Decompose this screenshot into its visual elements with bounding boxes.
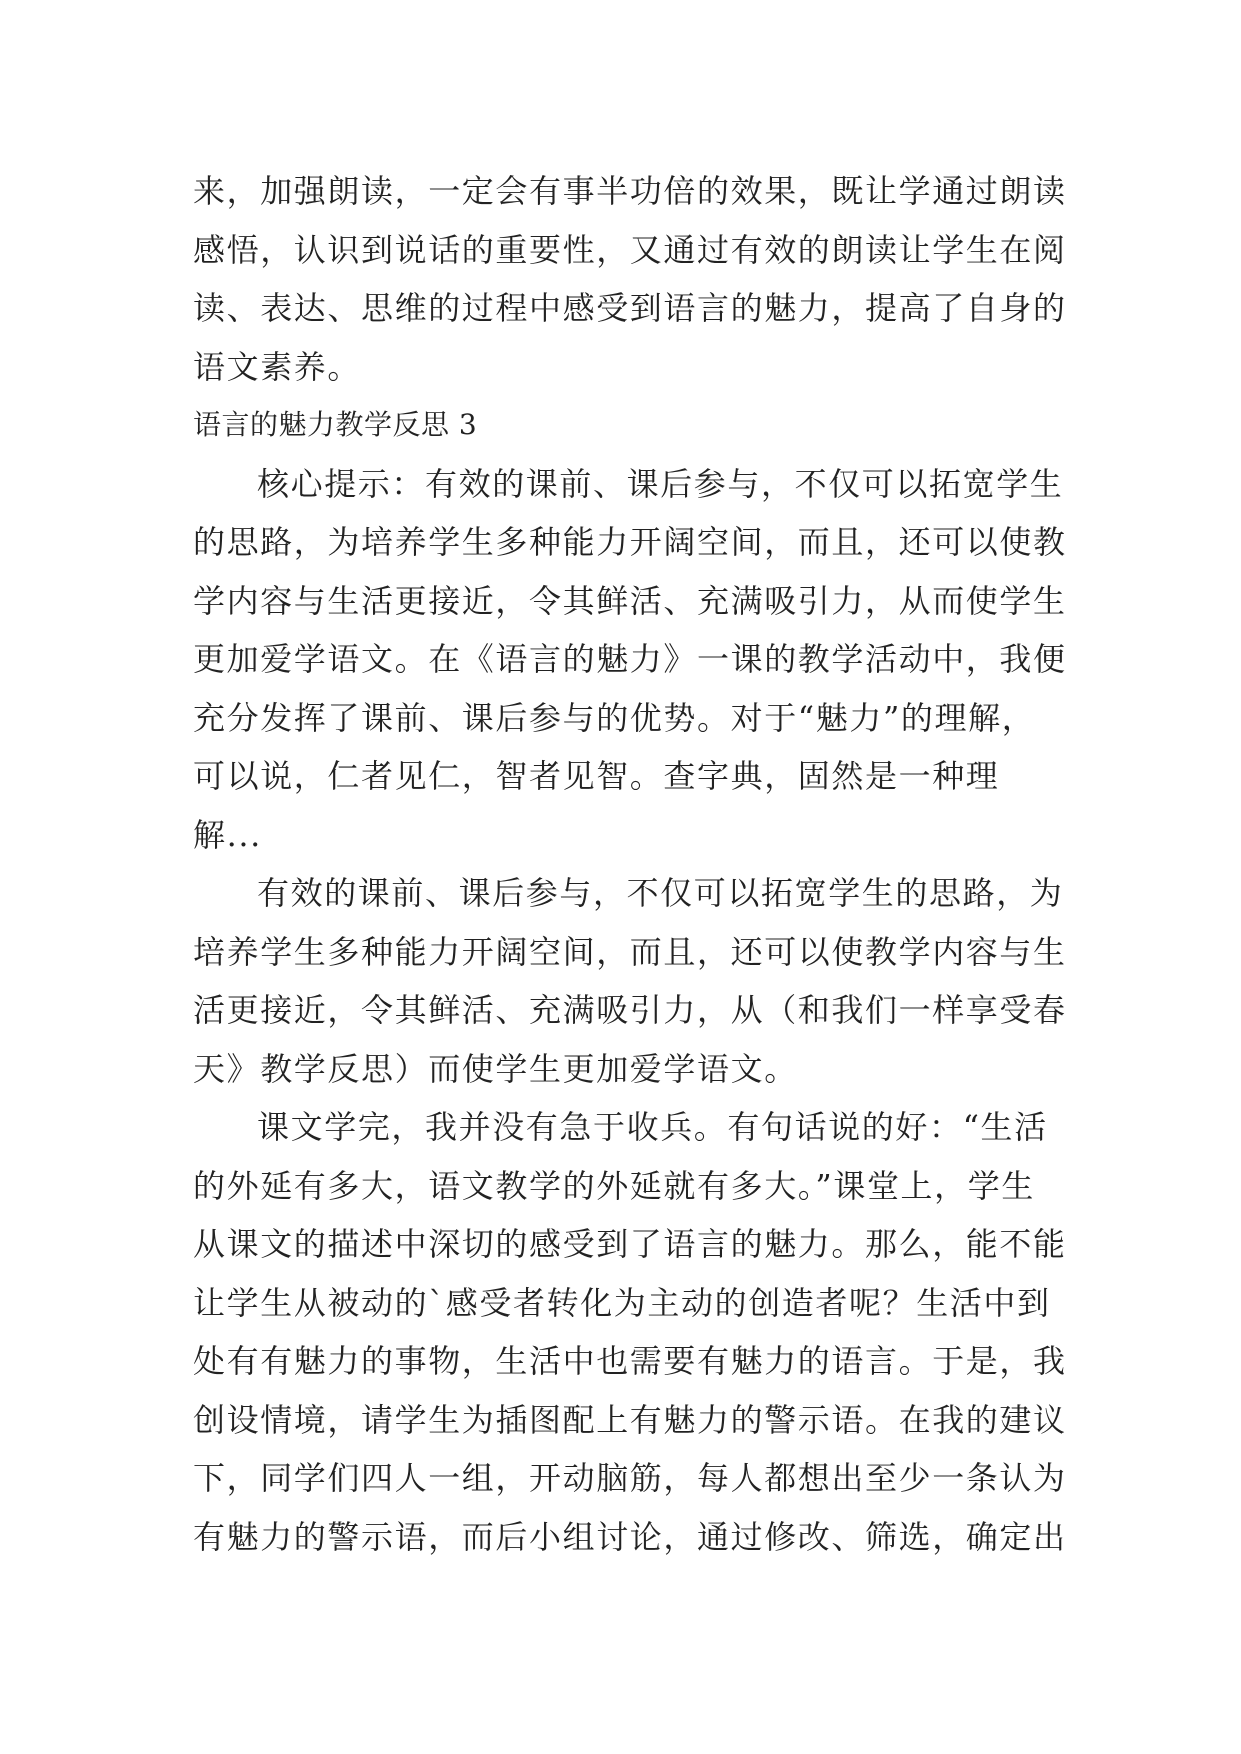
text-line: 培养学生多种能力开阔空间，而且，还可以使教学内容与生	[193, 932, 1067, 971]
text-line: 处有有魅力的事物，生活中也需要有魅力的语言。于是，我	[193, 1342, 1067, 1380]
text-line: 来，加强朗读，一定会有事半功倍的效果，既让学通过朗读	[193, 172, 1067, 210]
text-line: 语文素养。	[193, 347, 362, 386]
text-line: 的外延有多大，语文教学的外延就有多大。”课堂上，学生	[193, 1166, 1035, 1205]
text-line: 的思路，为培养学生多种能力开阔空间，而且，还可以使教	[193, 523, 1067, 561]
text-line: 从课文的描述中深切的感受到了语言的魅力。那么，能不能	[193, 1225, 1067, 1263]
text-line: 下，同学们四人一组，开动脑筋，每人都想出至少一条认为	[193, 1459, 1067, 1497]
text-line: 感悟，认识到说话的重要性，又通过有效的朗读让学生在阅	[193, 230, 1067, 269]
text-line: 可以说，仁者见仁，智者见智。查字典，固然是一种理	[193, 757, 1000, 795]
text-line: 活更接近，令其鲜活、充满吸引力，从（和我们一样享受春	[193, 991, 1067, 1029]
text-line: 读、表达、思维的过程中感受到语言的魅力，提高了自身的	[193, 289, 1067, 327]
text-line: 课文学完，我并没有急于收兵。有句话说的好：“生活	[257, 1108, 1048, 1146]
text-line: 学内容与生活更接近，令其鲜活、充满吸引力，从而使学生	[193, 581, 1067, 620]
section-heading: 语言的魅力教学反思 3	[193, 408, 478, 441]
text-line: 解...	[193, 815, 262, 854]
text-line: 创设情境，请学生为插图配上有魅力的警示语。在我的建议	[193, 1400, 1067, 1439]
document-text	[193, 162, 1073, 1566]
text-line: 让学生从被动的`感受者转化为主动的创造者呢？生活中到	[193, 1283, 1051, 1322]
text-line: 有魅力的警示语，而后小组讨论，通过修改、筛选，确定出	[193, 1517, 1067, 1556]
text-line: 核心提示：有效的课前、课后参与，不仅可以拓宽学生	[257, 464, 1064, 503]
text-line: 天》教学反思）而使学生更加爱学语文。	[193, 1049, 798, 1088]
text-line: 更加爱学语文。在《语言的魅力》一课的教学活动中，我便	[193, 640, 1067, 678]
text-line: 有效的课前、课后参与，不仅可以拓宽学生的思路，为	[257, 874, 1064, 912]
text-line: 充分发挥了课前、课后参与的优势。对于“魅力”的理解，	[193, 698, 1036, 737]
